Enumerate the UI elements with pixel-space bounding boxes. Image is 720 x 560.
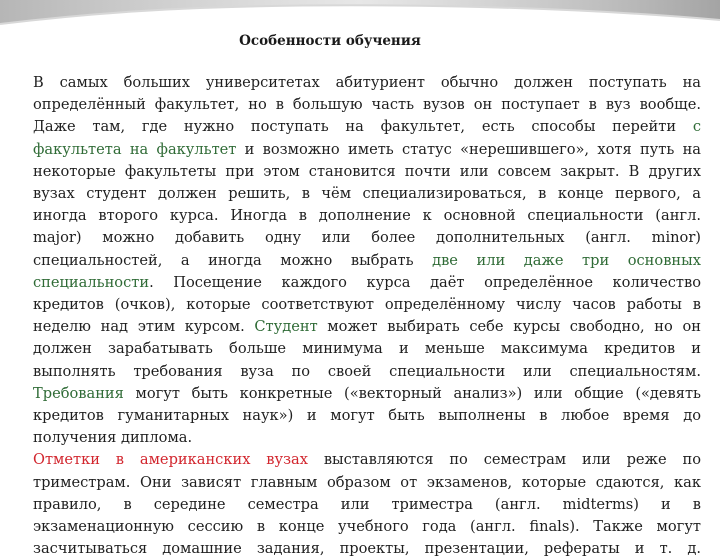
text-span: кредитов (очков), которые соответствуют определённому числу часов работы в — [33, 296, 701, 314]
student-link[interactable]: Студент — [254, 318, 318, 336]
text-span: специальностей, а иногда можно выбрать — [33, 251, 433, 269]
text-span: выставляются по семестрам или реже по — [307, 451, 701, 469]
text-line — [33, 361, 701, 383]
text-line — [33, 472, 701, 494]
text-span: определённый факультет, но в большую часть вузов он поступает в вуз вообще. — [33, 96, 701, 114]
text-span: иногда второго курса. Иногда в дополнение к основной специальности (англ. — [33, 207, 701, 225]
text-line — [33, 205, 701, 227]
text-span: вузах студент должен решить, в чём специализироваться, в конце первого, а — [33, 185, 701, 203]
text-span: major) можно добавить одну или более дополнительных (англ. minor) — [33, 229, 701, 247]
text-line — [33, 316, 701, 338]
text-span: могут быть конкретные («векторный анализ») или общие («девять — [123, 384, 701, 402]
text-line — [33, 94, 701, 116]
text-span: правило, в середине семестра или триместра (англ. midterms) и в — [33, 495, 701, 513]
text-line — [33, 227, 701, 249]
text-line — [33, 405, 701, 427]
text-span: неделю над этим курсом. — [33, 318, 255, 336]
grades-highlight-link[interactable]: Отметки в американских вузах — [33, 451, 308, 469]
text-span: экзаменационную сессию в конце учебного года (англ. finals). Также могут — [33, 518, 701, 536]
text-line — [33, 449, 701, 471]
text-line — [33, 338, 701, 360]
text-span: Даже там, где нужно поступать на факультет, есть способы перейти — [33, 118, 693, 136]
text-line — [33, 383, 701, 405]
text-line — [33, 516, 701, 538]
requirements-link[interactable]: Требования — [33, 384, 124, 402]
faculty-transfer-link[interactable]: с — [692, 118, 701, 136]
text-line — [33, 183, 701, 205]
text-line — [33, 294, 701, 316]
text-span: триместрам. Они зависят главным образом от экзаменов, которые сдаются, как — [33, 473, 701, 491]
text-span: засчитываться домашние задания, проекты, презентации, рефераты и т. д. — [33, 540, 701, 558]
text-line — [33, 139, 701, 161]
text-span: кредитов гуманитарных наук») и могут быть выполнены в любое время до — [33, 407, 701, 425]
body-text — [33, 72, 701, 560]
text-span: и возможно иметь статус «нерешившего», хотя путь на — [236, 140, 701, 158]
text-line — [33, 72, 701, 94]
text-line — [33, 494, 701, 516]
text-line — [33, 161, 701, 183]
multiple-majors-link[interactable]: специальности — [33, 273, 150, 291]
text-span: должен зарабатывать больше минимума и меньше максимума кредитов и — [33, 340, 701, 358]
text-span: получения диплома. — [33, 429, 193, 447]
text-line — [33, 272, 701, 294]
text-span: может выбирать себе курсы свободно, но он — [317, 318, 701, 336]
text-span: некоторые факультеты при этом становится почти или совсем закрыт. В других — [33, 162, 701, 180]
text-line — [33, 427, 701, 449]
faculty-transfer-link[interactable]: факультета на факультет — [33, 140, 237, 158]
text-line — [33, 116, 701, 138]
page-title: Особенности обучения — [239, 33, 421, 49]
multiple-majors-link[interactable]: две или даже три основных — [432, 251, 701, 269]
text-span: . Посещение каждого курса даёт определённое количество — [149, 273, 701, 291]
text-span: выполнять требования вуза по своей специальности или специальностям. — [33, 362, 701, 380]
text-line — [33, 538, 701, 560]
text-line — [33, 250, 701, 272]
text-span: В самых больших университетах абитуриент обычно должен поступать на — [33, 74, 701, 91]
